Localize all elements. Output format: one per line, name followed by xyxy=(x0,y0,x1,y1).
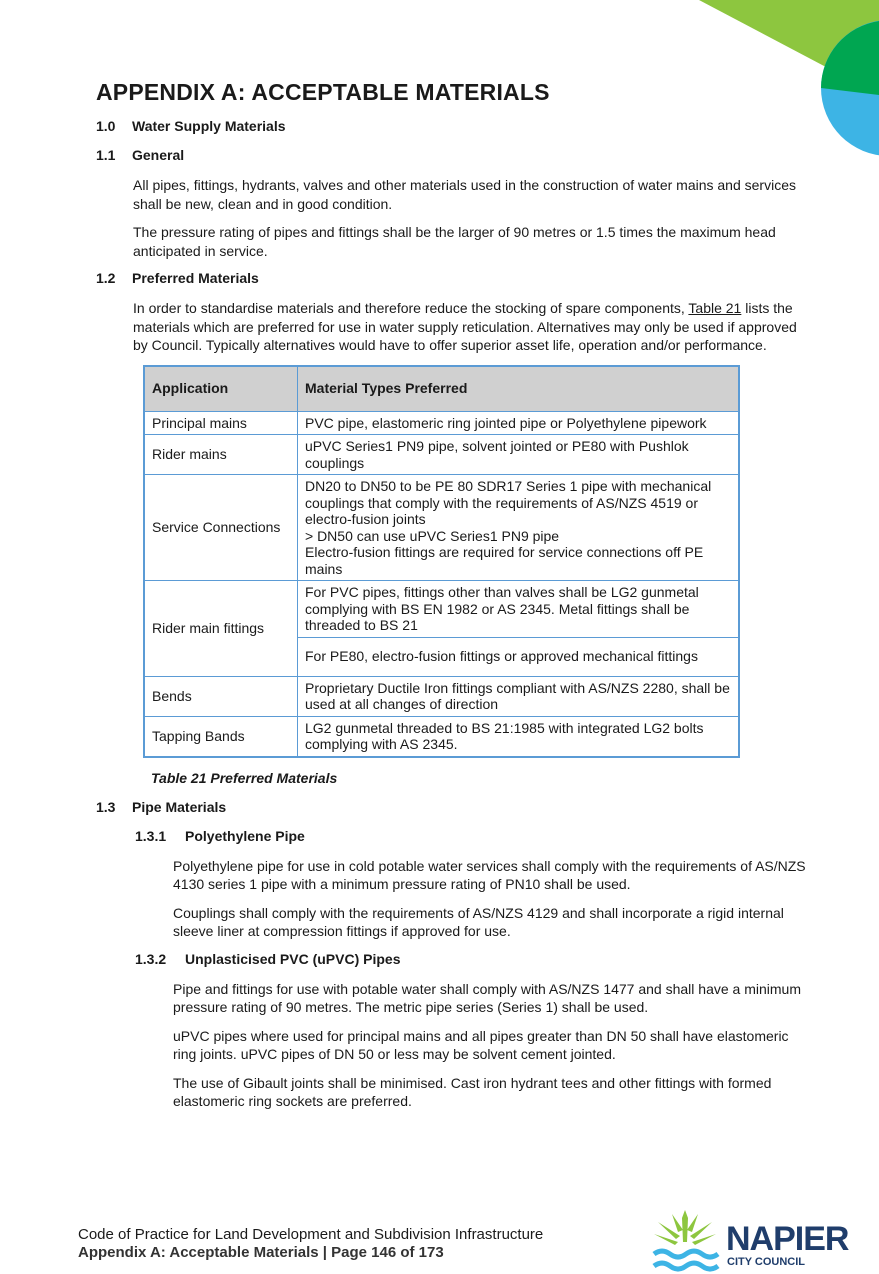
table-row xyxy=(144,475,739,581)
table-caption: Table 21 Preferred Materials xyxy=(151,769,338,786)
napier-city-council-logo xyxy=(650,1208,850,1274)
logo-wordmark: NAPIER xyxy=(726,1220,849,1258)
document-page xyxy=(96,74,806,1121)
material-cell: LG2 gunmetal threaded to BS 21:1985 with integrated LG2 bolts complying with AS 2345. xyxy=(298,716,740,757)
paragraph: The use of Gibault joints shall be minimised. Cast iron hydrant tees and other fittings with formed elastomeric ring sockets are preferred. xyxy=(173,1074,772,1109)
section-number: 1.1 xyxy=(96,147,116,163)
paragraph: Couplings shall comply with the requirements of AS/NZS 4129 and shall incorporate a rigid internal sleeve liner at compression fittings if approved for use. xyxy=(173,904,784,939)
section-1-2-heading xyxy=(96,270,806,286)
table-row xyxy=(144,411,739,435)
application-cell: Principal mains xyxy=(144,411,298,435)
material-line: Electro-fusion fittings are required for service connections off PE mains xyxy=(305,544,704,577)
page-footer xyxy=(78,1226,543,1262)
material-cell: For PVC pipes, fittings other than valves shall be LG2 gunmetal complying with BS EN 1982 or AS 2345. Metal fittings shall be threaded to BS 21 xyxy=(298,581,740,638)
material-cell: Proprietary Ductile Iron fittings compliant with AS/NZS 2280, shall be used at all changes of direction xyxy=(298,676,740,716)
table-row xyxy=(144,581,739,638)
section-title: Water Supply Materials xyxy=(132,118,286,134)
section-1-1-heading xyxy=(96,147,806,163)
application-cell: Rider main fittings xyxy=(144,581,298,677)
paragraph: Polyethylene pipe for use in cold potable water services shall comply with the requirements of AS/NZS 4130 series 1 pipe with a minimum pressure rating of PN10 shall be used. xyxy=(173,857,806,892)
section-1-0-heading xyxy=(96,118,806,134)
preferred-materials-table xyxy=(143,365,740,758)
logo-subtitle: CITY COUNCIL xyxy=(727,1256,806,1268)
footer-document-title: Code of Practice for Land Development and Subdivision Infrastructure xyxy=(78,1226,544,1243)
paragraph: The pressure rating of pipes and fittings shall be the larger of 90 metres or 1.5 times the maximum head anticipated in service. xyxy=(133,224,776,259)
table-row xyxy=(144,716,739,757)
section-1-3-1-heading xyxy=(135,828,806,844)
section-title: Polyethylene Pipe xyxy=(185,827,305,844)
material-cell: For PE80, electro-fusion fittings or approved mechanical fittings xyxy=(298,637,740,676)
footer-page-info: Appendix A: Acceptable Materials | Page 146 of 173 xyxy=(78,1244,444,1261)
section-title: Pipe Materials xyxy=(132,798,227,815)
paragraph-text: In order to standardise materials and therefore reduce the stocking of spare components, xyxy=(133,300,689,316)
column-header: Material Types Preferred xyxy=(298,366,740,412)
column-header: Application xyxy=(144,366,298,412)
section-1-3-2-heading xyxy=(135,951,806,967)
logo-mark-icon xyxy=(650,1208,720,1274)
table-row xyxy=(144,435,739,475)
paragraph: uPVC pipes where used for principal mains and all pipes greater than DN 50 shall have elastomeric ring joints. uPVC pipes of DN 50 or less may be solvent cement jointed. xyxy=(173,1027,789,1062)
section-number: 1.2 xyxy=(96,270,116,286)
material-cell xyxy=(298,475,740,581)
application-cell: Service Connections xyxy=(144,475,298,581)
paragraph-text: lists the materials which are preferred for use in water supply reticulation. Alternatives may only be used if approved by Council. Typically alternatives would have to offer superior asset life, operation and/or performance. xyxy=(133,300,797,353)
section-title: Preferred Materials xyxy=(132,270,259,286)
section-number: 1.0 xyxy=(96,118,116,134)
page-title: APPENDIX A: ACCEPTABLE MATERIALS xyxy=(96,79,550,105)
section-number: 1.3 xyxy=(96,798,116,815)
material-cell: PVC pipe, elastomeric ring jointed pipe or Polyethylene pipework xyxy=(298,411,740,435)
table-row xyxy=(144,676,739,716)
table-header-row xyxy=(144,366,739,412)
table-reference-link[interactable]: Table 21 xyxy=(688,300,742,316)
application-cell: Tapping Bands xyxy=(144,716,298,757)
application-cell: Bends xyxy=(144,676,298,716)
section-title: Unplasticised PVC (uPVC) Pipes xyxy=(185,950,401,967)
section-number: 1.3.1 xyxy=(135,827,167,844)
paragraph: Pipe and fittings for use with potable water shall comply with AS/NZS 1477 and shall have a minimum pressure rating of 90 metres. The metric pipe series (Series 1) shall be used. xyxy=(173,980,801,1015)
section-number: 1.3.2 xyxy=(135,950,167,967)
paragraph: All pipes, fittings, hydrants, valves and other materials used in the construction of water mains and services shall be new, clean and in good condition. xyxy=(133,177,796,212)
material-line: DN20 to DN50 to be PE 80 SDR17 Series 1 pipe with mechanical couplings that comply with the requirements of AS/NZS 4519 or electro-fusion joints xyxy=(305,478,712,527)
section-1-3-heading xyxy=(96,799,806,815)
section-title: General xyxy=(132,147,185,163)
material-cell: uPVC Series1 PN9 pipe, solvent jointed or PE80 with Pushlok couplings xyxy=(298,435,740,475)
paragraph xyxy=(133,299,806,355)
material-line: > DN50 can use uPVC Series1 PN9 pipe xyxy=(305,527,560,544)
application-cell: Rider mains xyxy=(144,435,298,475)
